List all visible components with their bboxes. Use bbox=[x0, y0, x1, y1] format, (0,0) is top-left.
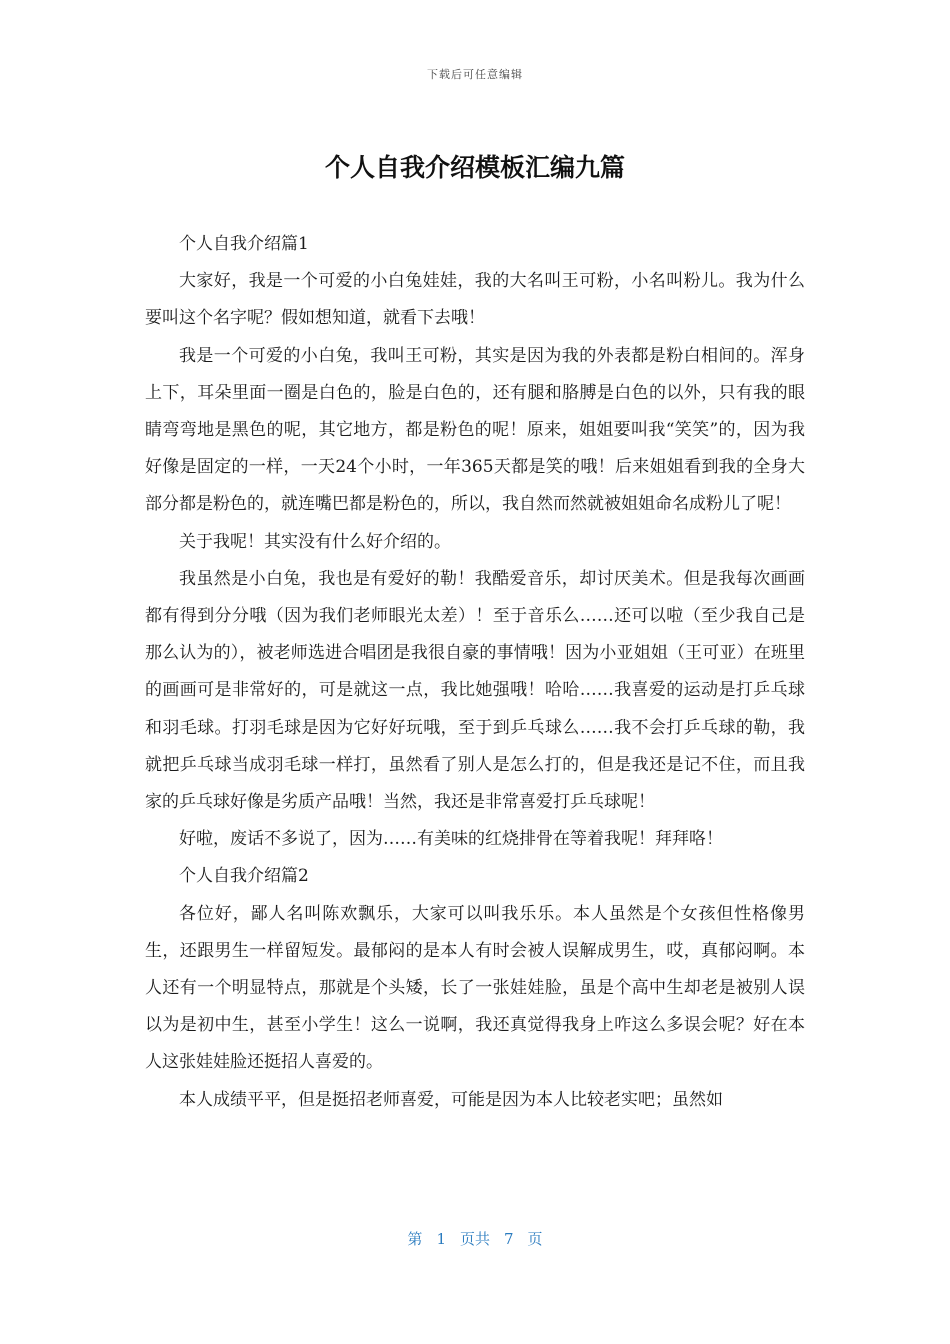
download-note: 下载后可任意编辑 bbox=[427, 68, 523, 81]
document-title: 个人自我介绍模板汇编九篇 bbox=[324, 153, 625, 182]
paragraph: 好啦，废话不多说了，因为……有美味的红烧排骨在等着我呢！拜拜咯！ bbox=[179, 829, 723, 850]
paragraph: 我虽然是小白兔，我也是有爱好的勒！我酷爱音乐，却讨厌美术。但是我每次画画都有得到分分哦（因为我们老师眼光太差）！至于音乐么……还可以啦（至少我自己是那么认为的），被老师选进合唱团是我很自豪的事情哦！因为小亚姐姐（王可亚）在班里的画画可是非常好的，可是就这一点，我比她强哦！哈哈……我喜爱的运动是打乒乓球和羽毛球。打羽毛球是因为它好好玩哦，至于到乒乓球么……我不会打乒乓球的勒，我就把乒乓球当成羽毛球一样打，虽然看了别人是怎么打的，但是我还是记不住，而且我家的乒乓球好像是劣质产品哦！当然，我还是非常喜爱打乒乓球呢！ bbox=[145, 568, 805, 813]
page-total: 7 bbox=[504, 1230, 514, 1248]
paragraph: 大家好，我是一个可爱的小白兔娃娃，我的大名叫王可粉，小名叫粉儿。我为什么要叫这个名字呢？假如想知道，就看下去哦！ bbox=[145, 271, 805, 329]
paragraph: 本人成绩平平，但是挺招老师喜爱，可能是因为本人比较老实吧；虽然如 bbox=[179, 1089, 723, 1110]
paragraph: 关于我呢！其实没有什么好介绍的。 bbox=[179, 531, 451, 552]
section-1 bbox=[145, 226, 805, 858]
page-current: 1 bbox=[436, 1230, 446, 1248]
page-suffix: 页 bbox=[527, 1230, 543, 1248]
section-heading: 个人自我介绍篇2 bbox=[179, 866, 309, 887]
page-footer bbox=[0, 1228, 950, 1249]
page-middle: 页共 bbox=[459, 1230, 490, 1248]
page-prefix: 第 bbox=[407, 1230, 423, 1248]
paragraph: 各位好，鄙人名叫陈欢飘乐，大家可以叫我乐乐。本人虽然是个女孩但性格像男生，还跟男生一样留短发。最郁闷的是本人有时会被人误解成男生，哎，真郁闷啊。本人还有一个明显特点，那就是个头矮，长了一张娃娃脸，虽是个高中生却老是被别人误以为是初中生，甚至小学生！这么一说啊，我还真觉得我身上咋这么多误会呢？好在本人这张娃娃脸还挺招人喜爱的。 bbox=[145, 903, 805, 1073]
paragraph: 我是一个可爱的小白兔，我叫王可粉，其实是因为我的外表都是粉白相间的。浑身上下，耳朵里面一圈是白色的，脸是白色的，还有腿和胳膊是白色的以外，只有我的眼睛弯弯地是黑色的呢，其它地方，都是粉色的呢！原来，姐姐要叫我“笑笑”的，因为我好像是固定的一样，一天24个小时，一年365天都是笑的哦！后来姐姐看到我的全身大部分都是粉色的，就连嘴巴都是粉色的，所以，我自然而然就被姐姐命名成粉儿了呢！ bbox=[145, 345, 805, 515]
section-2 bbox=[145, 858, 805, 1118]
section-heading: 个人自我介绍篇1 bbox=[179, 234, 309, 254]
document-body bbox=[145, 226, 805, 1119]
